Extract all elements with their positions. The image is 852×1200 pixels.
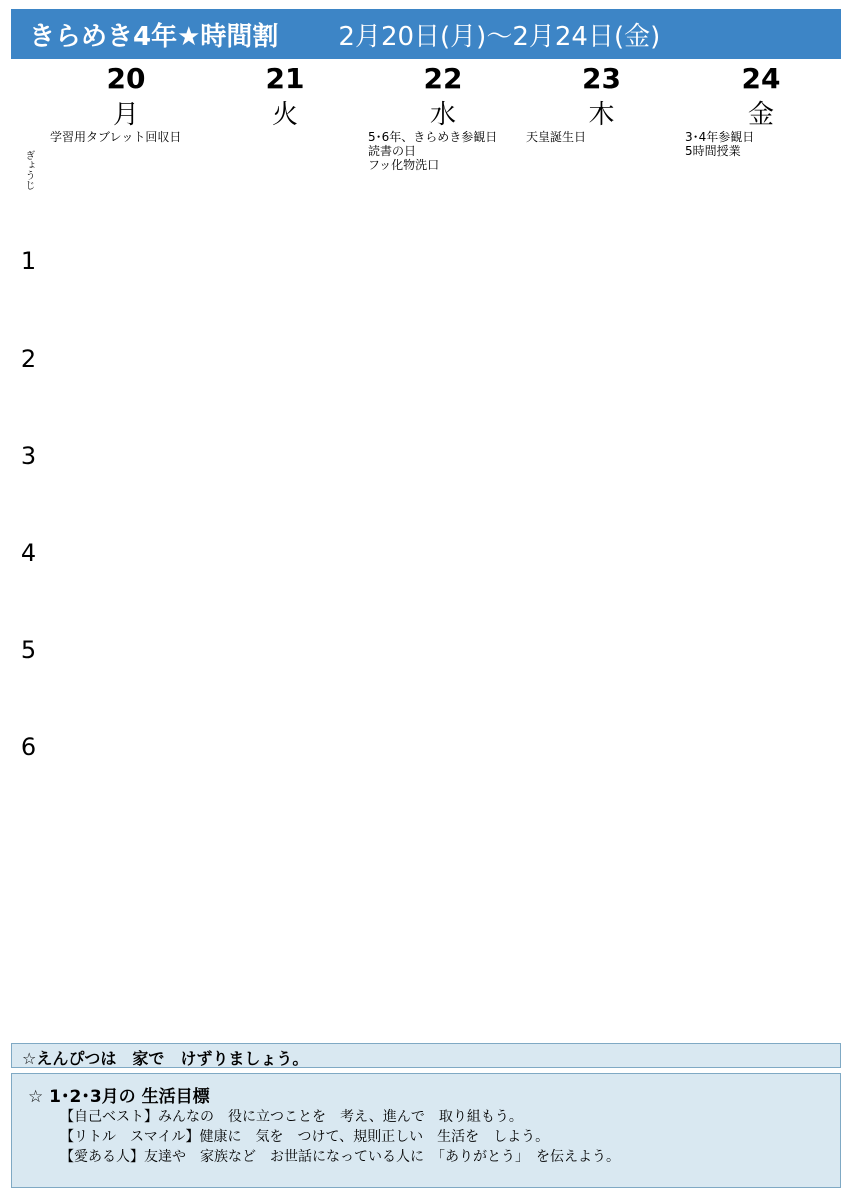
day-date: 20	[106, 62, 146, 95]
period-label: 2	[20, 344, 37, 373]
day-weekday: 木	[588, 100, 615, 130]
events-row-label: ぎょうじ	[23, 150, 34, 190]
goals-title: ☆ 1･2･3月の 生活目標	[28, 1087, 210, 1107]
period-label: 1	[20, 246, 37, 275]
day-event: 天皇誕生日	[526, 130, 587, 144]
goal-line: 【自己ベスト】みんなの 役に立つことを 考え、進んで 取り組もう。	[60, 1109, 523, 1125]
day-event: 5･6年、きらめき参観日 読書の日 フッ化物洗口	[368, 130, 498, 172]
title-bar	[11, 9, 841, 59]
period-label: 5	[20, 635, 37, 664]
day-date: 23	[582, 62, 621, 95]
period-label: 6	[20, 732, 37, 761]
day-weekday: 月	[112, 100, 139, 130]
goal-line: 【愛ある人】友達や 家族など お世話になっている人に 「ありがとう」 を伝えよう。	[60, 1149, 620, 1165]
day-date: 24	[741, 62, 781, 95]
day-weekday: 水	[429, 100, 456, 130]
day-date: 22	[423, 62, 463, 95]
day-event	[206, 129, 364, 212]
goals-list	[60, 1107, 620, 1167]
day-date: 21	[265, 62, 305, 95]
goals-box	[11, 1073, 841, 1188]
period-label: 4	[20, 538, 37, 567]
page-title: きらめき4年★時間割	[29, 21, 279, 52]
pencil-note: ☆えんぴつは 家で けずりましょう。	[22, 1049, 309, 1068]
date-range: 2月20日(月)～2月24日(金)	[338, 21, 661, 52]
pencil-note-box	[11, 1043, 841, 1068]
day-weekday: 金	[747, 100, 774, 130]
goal-line: 【リトル スマイル】健康に 気を つけて、規則正しい 生活を しよう。	[60, 1129, 550, 1145]
period-label: 3	[20, 441, 37, 470]
day-event: 学習用タブレット回収日	[50, 130, 182, 144]
day-weekday: 火	[271, 100, 298, 130]
day-event: 3･4年参観日 5時間授業	[685, 130, 755, 158]
